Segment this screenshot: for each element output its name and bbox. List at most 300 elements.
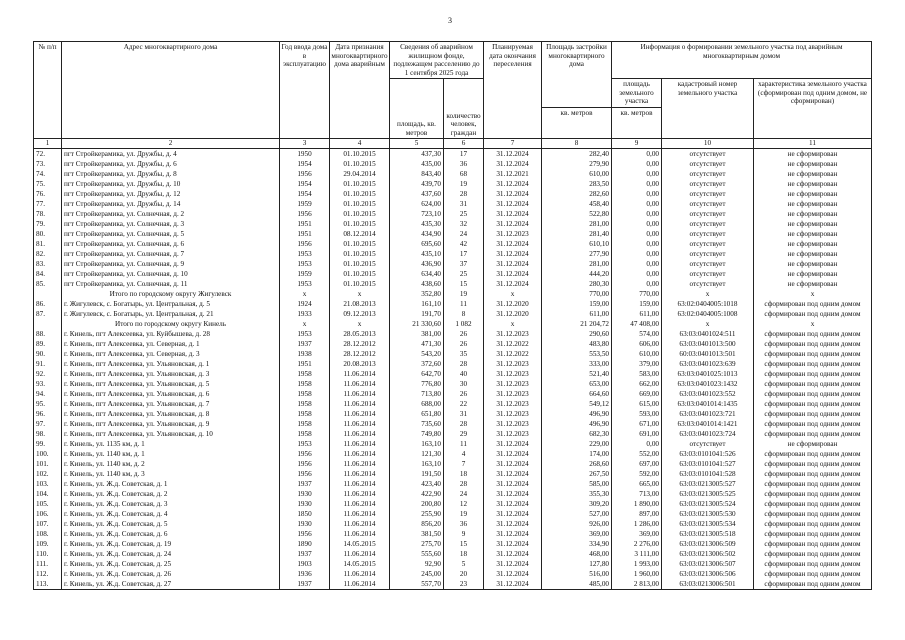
land-status-cell: не сформирован — [754, 209, 872, 219]
people-cell: 19 — [444, 179, 484, 189]
area-cell: 723,10 — [390, 209, 444, 219]
land-status-cell: сформирован под одним домом — [754, 349, 872, 359]
people-cell: 29 — [444, 429, 484, 439]
land-area-cell: 2 813,00 — [612, 579, 662, 590]
built-area-cell: 355,30 — [542, 489, 612, 499]
land-area-cell: 0,00 — [612, 249, 662, 259]
area-cell: 735,60 — [390, 419, 444, 429]
table-row — [34, 349, 872, 359]
date-cell: 08.12.2014 — [330, 229, 390, 239]
cadastral-cell: отсутствует — [662, 269, 754, 279]
land-status-cell: не сформирован — [754, 219, 872, 229]
year-cell: 1958 — [280, 379, 330, 389]
people-cell: 15 — [444, 539, 484, 549]
address-cell: пгт Стройкерамика, ул. Дружбы, д. 10 — [62, 179, 280, 189]
header-fund-people: количество человек, граждан — [444, 79, 484, 139]
table-row — [34, 539, 872, 549]
total-row — [34, 289, 872, 299]
date-cell: 21.08.2013 — [330, 299, 390, 309]
date-cell: 11.06.2014 — [330, 579, 390, 590]
date-cell: 28.12.2012 — [330, 339, 390, 349]
row-number: 77. — [34, 199, 62, 209]
year-cell: 1930 — [280, 489, 330, 499]
address-cell: пгт Стройкерамика, ул. Солнечная, д. 9 — [62, 259, 280, 269]
cadastral-cell: 63:03:0213006:501 — [662, 579, 754, 590]
table-row — [34, 359, 872, 369]
column-number: 4 — [330, 139, 390, 149]
date-cell: 11.06.2014 — [330, 529, 390, 539]
people-cell: 36 — [444, 159, 484, 169]
plan-date-cell: 31.12.2023 — [484, 389, 542, 399]
area-cell: 843,40 — [390, 169, 444, 179]
plan-date-cell: 31.12.2024 — [484, 449, 542, 459]
area-cell: 200,80 — [390, 499, 444, 509]
built-area-cell: 585,00 — [542, 479, 612, 489]
land-area-cell: 691,00 — [612, 429, 662, 439]
page-number: 3 — [448, 16, 452, 25]
area-cell: 437,60 — [390, 189, 444, 199]
row-number: 101. — [34, 459, 62, 469]
date-cell: x — [330, 319, 390, 329]
land-status-cell: сформирован под одним домом — [754, 519, 872, 529]
people-cell: 28 — [444, 419, 484, 429]
plan-date-cell: 31.12.2024 — [484, 209, 542, 219]
area-cell: 688,00 — [390, 399, 444, 409]
cadastral-cell: отсутствует — [662, 439, 754, 449]
row-number — [34, 319, 62, 329]
address-cell: г. Кинель, ул. Ж.д. Советская, д. 2 — [62, 489, 280, 499]
area-cell: 438,60 — [390, 279, 444, 289]
date-cell: 20.08.2013 — [330, 359, 390, 369]
row-number: 87. — [34, 309, 62, 319]
date-cell: 11.06.2014 — [330, 409, 390, 419]
people-cell: 30 — [444, 379, 484, 389]
people-cell: 24 — [444, 489, 484, 499]
people-cell: 11 — [444, 299, 484, 309]
area-cell: 161,10 — [390, 299, 444, 309]
header-built-area: Площадь застройки многоквартирного дома — [542, 42, 612, 108]
table-row — [34, 259, 872, 269]
area-cell: 163,10 — [390, 439, 444, 449]
table-row — [34, 399, 872, 409]
cadastral-cell: отсутствует — [662, 149, 754, 160]
land-area-cell: 552,00 — [612, 449, 662, 459]
land-status-cell: не сформирован — [754, 229, 872, 239]
land-area-cell: 770,00 — [612, 289, 662, 299]
address-cell: пгт Стройкерамика, ул. Солнечная, д. 2 — [62, 209, 280, 219]
address-cell: г. Кинель, ул. Ж.д. Советская, д. 1 — [62, 479, 280, 489]
built-area-cell: 444,20 — [542, 269, 612, 279]
cadastral-cell: отсутствует — [662, 199, 754, 209]
plan-date-cell: 31.12.2024 — [484, 159, 542, 169]
built-area-cell: 127,80 — [542, 559, 612, 569]
date-cell: 28.12.2012 — [330, 349, 390, 359]
area-cell: 245,00 — [390, 569, 444, 579]
row-number: 93. — [34, 379, 62, 389]
built-area-cell: 610,10 — [542, 239, 612, 249]
date-cell: 11.06.2014 — [330, 459, 390, 469]
built-area-cell: 653,00 — [542, 379, 612, 389]
area-cell: 381,50 — [390, 529, 444, 539]
year-cell: 1953 — [280, 439, 330, 449]
year-cell: 1930 — [280, 499, 330, 509]
land-area-cell: 606,00 — [612, 339, 662, 349]
land-status-cell: сформирован под одним домом — [754, 579, 872, 590]
land-status-cell: не сформирован — [754, 249, 872, 259]
built-area-cell: 496,90 — [542, 409, 612, 419]
year-cell: 1953 — [280, 279, 330, 289]
people-cell: 19 — [444, 289, 484, 299]
table-row — [34, 579, 872, 590]
land-status-cell: сформирован под одним домом — [754, 409, 872, 419]
area-cell: 713,80 — [390, 389, 444, 399]
year-cell: 1958 — [280, 409, 330, 419]
header-address: Адрес многоквартирного дома — [62, 42, 280, 139]
year-cell: x — [280, 319, 330, 329]
area-cell: 624,00 — [390, 199, 444, 209]
built-area-cell: 334,90 — [542, 539, 612, 549]
header-land-char: характеристика земельного участка (сформирован под одним домом, не сформирован) — [754, 79, 872, 139]
table-row — [34, 229, 872, 239]
date-cell: 14.05.2015 — [330, 539, 390, 549]
built-area-cell: 468,00 — [542, 549, 612, 559]
row-number: 91. — [34, 359, 62, 369]
address-cell: г. Кинель, ул. Ж.д. Советская, д. 25 — [62, 559, 280, 569]
land-area-cell: 3 111,00 — [612, 549, 662, 559]
year-cell: 1956 — [280, 209, 330, 219]
built-area-cell: 549,12 — [542, 399, 612, 409]
land-area-cell: 2 276,00 — [612, 539, 662, 549]
plan-date-cell: 31.12.2023 — [484, 229, 542, 239]
date-cell: x — [330, 289, 390, 299]
address-cell: г. Кинель, пгт Алексеевка, ул. Ульяновская, д. 10 — [62, 429, 280, 439]
date-cell: 01.10.2015 — [330, 249, 390, 259]
address-cell: г. Кинель, пгт Алексеевка, ул. Ульяновская, д. 3 — [62, 369, 280, 379]
land-area-cell: 0,00 — [612, 219, 662, 229]
area-cell: 435,30 — [390, 219, 444, 229]
date-cell: 11.06.2014 — [330, 439, 390, 449]
date-cell: 01.10.2015 — [330, 209, 390, 219]
land-area-cell: 0,00 — [612, 179, 662, 189]
date-cell: 01.10.2015 — [330, 179, 390, 189]
year-cell: 1903 — [280, 559, 330, 569]
plan-date-cell: 31.12.2024 — [484, 509, 542, 519]
people-cell: 11 — [444, 439, 484, 449]
year-cell: 1956 — [280, 529, 330, 539]
people-cell: 28 — [444, 479, 484, 489]
area-cell: 191,50 — [390, 469, 444, 479]
address-cell: г. Кинель, ул. Ж.д. Советская, д. 3 — [62, 499, 280, 509]
people-cell: 22 — [444, 399, 484, 409]
address-cell: пгт Стройкерамика, ул. Солнечная, д. 3 — [62, 219, 280, 229]
built-area-cell: 333,00 — [542, 359, 612, 369]
land-area-cell: 1 286,00 — [612, 519, 662, 529]
cadastral-cell: отсутствует — [662, 159, 754, 169]
land-status-cell: сформирован под одним домом — [754, 459, 872, 469]
header-land-area-unit: кв. метров — [612, 108, 662, 139]
land-area-cell: 0,00 — [612, 199, 662, 209]
row-number: 110. — [34, 549, 62, 559]
row-number: 75. — [34, 179, 62, 189]
built-area-cell: 496,90 — [542, 419, 612, 429]
people-cell: 1 082 — [444, 319, 484, 329]
built-area-cell: 283,50 — [542, 179, 612, 189]
built-area-cell: 611,00 — [542, 309, 612, 319]
year-cell: 1956 — [280, 449, 330, 459]
area-cell: 121,30 — [390, 449, 444, 459]
row-number: 73. — [34, 159, 62, 169]
plan-date-cell: 31.12.2024 — [484, 189, 542, 199]
land-status-cell: не сформирован — [754, 199, 872, 209]
land-status-cell: сформирован под одним домом — [754, 339, 872, 349]
land-status-cell: сформирован под одним домом — [754, 369, 872, 379]
built-area-cell: 926,00 — [542, 519, 612, 529]
area-cell: 471,30 — [390, 339, 444, 349]
built-area-cell: 21 204,72 — [542, 319, 612, 329]
header-planned-end: Планируемая дата окончания переселения — [484, 42, 542, 139]
date-cell: 09.12.2013 — [330, 309, 390, 319]
built-area-cell: 279,90 — [542, 159, 612, 169]
people-cell: 15 — [444, 279, 484, 289]
year-cell: 1954 — [280, 189, 330, 199]
row-number: 72. — [34, 149, 62, 160]
cadastral-cell: 63:03:0401023:724 — [662, 429, 754, 439]
land-status-cell: не сформирован — [754, 149, 872, 160]
area-cell: 695,60 — [390, 239, 444, 249]
area-cell: 163,10 — [390, 459, 444, 469]
land-area-cell: 1 993,00 — [612, 559, 662, 569]
built-area-cell: 159,00 — [542, 299, 612, 309]
area-cell: 555,60 — [390, 549, 444, 559]
plan-date-cell: x — [484, 319, 542, 329]
table-row — [34, 569, 872, 579]
address-cell: г. Кинель, ул. Ж.д. Советская, д. 26 — [62, 569, 280, 579]
area-cell: 191,70 — [390, 309, 444, 319]
row-number: 96. — [34, 409, 62, 419]
cadastral-cell: отсутствует — [662, 239, 754, 249]
table-row — [34, 189, 872, 199]
land-area-cell: 0,00 — [612, 229, 662, 239]
year-cell: 1956 — [280, 469, 330, 479]
table-row — [34, 409, 872, 419]
address-cell: г. Кинель, ул. Ж.д. Советская, д. 4 — [62, 509, 280, 519]
built-area-cell: 282,40 — [542, 149, 612, 160]
row-number: 89. — [34, 339, 62, 349]
row-number: 98. — [34, 429, 62, 439]
table-row — [34, 269, 872, 279]
land-area-cell: 0,00 — [612, 149, 662, 160]
row-number: 106. — [34, 509, 62, 519]
land-area-cell: 0,00 — [612, 159, 662, 169]
people-cell: 9 — [444, 529, 484, 539]
address-cell: г. Кинель, ул. Ж.д. Советская, д. 19 — [62, 539, 280, 549]
header-fund-info: Сведения об аварийном жилищном фонде, подлежащем расселению до 1 сентября 2025 года — [390, 42, 484, 79]
land-status-cell: сформирован под одним домом — [754, 359, 872, 369]
cadastral-cell: 63:03:0213006:507 — [662, 559, 754, 569]
header-fund-area: площадь, кв. метров — [390, 79, 444, 139]
built-area-cell: 280,30 — [542, 279, 612, 289]
column-number: 6 — [444, 139, 484, 149]
row-number: 90. — [34, 349, 62, 359]
land-status-cell: сформирован под одним домом — [754, 529, 872, 539]
plan-date-cell: 31.12.2024 — [484, 569, 542, 579]
people-cell: 26 — [444, 339, 484, 349]
row-number: 78. — [34, 209, 62, 219]
table-row — [34, 429, 872, 439]
built-area-cell: 281,00 — [542, 259, 612, 269]
table-row — [34, 159, 872, 169]
cadastral-cell: 63:03:0213005:525 — [662, 489, 754, 499]
built-area-cell: 521,40 — [542, 369, 612, 379]
table-row — [34, 179, 872, 189]
table-row — [34, 239, 872, 249]
column-number: 9 — [612, 139, 662, 149]
cadastral-cell: отсутствует — [662, 229, 754, 239]
row-number: 112. — [34, 569, 62, 579]
table-row — [34, 389, 872, 399]
table-row — [34, 509, 872, 519]
area-cell: 651,80 — [390, 409, 444, 419]
people-cell: 31 — [444, 199, 484, 209]
address-cell: г. Кинель, ул. Ж.д. Советская, д. 5 — [62, 519, 280, 529]
cadastral-cell: 63:03:0213005:534 — [662, 519, 754, 529]
row-number: 102. — [34, 469, 62, 479]
built-area-cell: 267,50 — [542, 469, 612, 479]
plan-date-cell: 31.12.2024 — [484, 499, 542, 509]
built-area-cell: 770,00 — [542, 289, 612, 299]
row-number: 84. — [34, 269, 62, 279]
column-number: 5 — [390, 139, 444, 149]
row-number: 88. — [34, 329, 62, 339]
land-status-cell: не сформирован — [754, 189, 872, 199]
row-number: 111. — [34, 559, 62, 569]
year-cell: 1953 — [280, 249, 330, 259]
area-cell: 435,00 — [390, 159, 444, 169]
date-cell: 11.06.2014 — [330, 429, 390, 439]
row-number: 86. — [34, 299, 62, 309]
row-number: 85. — [34, 279, 62, 289]
cadastral-cell: 63:03:0101041:528 — [662, 469, 754, 479]
built-area-cell: 290,60 — [542, 329, 612, 339]
date-cell: 01.10.2015 — [330, 159, 390, 169]
people-cell: 18 — [444, 549, 484, 559]
area-cell: 642,70 — [390, 369, 444, 379]
area-cell: 856,20 — [390, 519, 444, 529]
land-status-cell: сформирован под одним домом — [754, 539, 872, 549]
row-number: 80. — [34, 229, 62, 239]
row-number: 79. — [34, 219, 62, 229]
date-cell: 01.10.2015 — [330, 279, 390, 289]
date-cell: 01.10.2015 — [330, 239, 390, 249]
table-row — [34, 309, 872, 319]
people-cell: 28 — [444, 359, 484, 369]
plan-date-cell: 31.12.2024 — [484, 199, 542, 209]
people-cell: 5 — [444, 559, 484, 569]
cadastral-cell: 63:03:0401023:1432 — [662, 379, 754, 389]
address-cell: Итого по городскому округу Жигулевск — [62, 289, 280, 299]
cadastral-cell: 63:03:0401014:1435 — [662, 399, 754, 409]
built-area-cell: 277,90 — [542, 249, 612, 259]
row-number: 107. — [34, 519, 62, 529]
cadastral-cell: 63:03:0401024:511 — [662, 329, 754, 339]
date-cell: 29.04.2014 — [330, 169, 390, 179]
address-cell: пгт Стройкерамика, ул. Солнечная, д. 11 — [62, 279, 280, 289]
cadastral-cell: 63:03:0213005:527 — [662, 479, 754, 489]
table-row — [34, 419, 872, 429]
address-cell: пгт Стройкерамика, ул. Дружбы, д. 14 — [62, 199, 280, 209]
year-cell: 1850 — [280, 509, 330, 519]
built-area-cell: 485,00 — [542, 579, 612, 590]
plan-date-cell: 31.12.2023 — [484, 409, 542, 419]
address-cell: г. Кинель, пгт Алексеевка, ул. Ульяновская, д. 8 — [62, 409, 280, 419]
row-number: 108. — [34, 529, 62, 539]
table-row — [34, 529, 872, 539]
table-row — [34, 279, 872, 289]
built-area-cell: 309,20 — [542, 499, 612, 509]
cadastral-cell: 63:03:0401014:1421 — [662, 419, 754, 429]
plan-date-cell: 31.12.2023 — [484, 379, 542, 389]
plan-date-cell: 31.12.2023 — [484, 359, 542, 369]
land-status-cell: сформирован под одним домом — [754, 489, 872, 499]
date-cell: 14.05.2015 — [330, 559, 390, 569]
plan-date-cell: x — [484, 289, 542, 299]
year-cell: 1937 — [280, 549, 330, 559]
date-cell: 11.06.2014 — [330, 389, 390, 399]
cadastral-cell: отсутствует — [662, 279, 754, 289]
land-area-cell: 0,00 — [612, 239, 662, 249]
year-cell: 1938 — [280, 349, 330, 359]
table-row — [34, 329, 872, 339]
column-number: 10 — [662, 139, 754, 149]
land-status-cell: сформирован под одним домом — [754, 399, 872, 409]
housing-register-table — [33, 41, 872, 590]
date-cell: 11.06.2014 — [330, 379, 390, 389]
cadastral-cell: 63:03:0213006:502 — [662, 549, 754, 559]
year-cell: 1956 — [280, 459, 330, 469]
address-cell: пгт Стройкерамика, ул. Дружбы, д. 12 — [62, 189, 280, 199]
area-cell: 439,70 — [390, 179, 444, 189]
land-area-cell: 662,00 — [612, 379, 662, 389]
header-year-built: Год ввода дома в эксплуатацию — [280, 42, 330, 139]
row-number: 109. — [34, 539, 62, 549]
address-cell: г. Кинель, пгт Алексеевка, ул. Ульяновская, д. 7 — [62, 399, 280, 409]
area-cell: 372,60 — [390, 359, 444, 369]
table-row — [34, 519, 872, 529]
plan-date-cell: 31.12.2020 — [484, 309, 542, 319]
area-cell: 255,90 — [390, 509, 444, 519]
people-cell: 25 — [444, 209, 484, 219]
area-cell: 275,70 — [390, 539, 444, 549]
year-cell: 1950 — [280, 149, 330, 160]
plan-date-cell: 31.12.2024 — [484, 469, 542, 479]
plan-date-cell: 31.12.2024 — [484, 559, 542, 569]
people-cell: 40 — [444, 369, 484, 379]
built-area-cell: 458,40 — [542, 199, 612, 209]
year-cell: 1951 — [280, 219, 330, 229]
address-cell: г. Кинель, пгт Алексеевка, ул. Ульяновская, д. 9 — [62, 419, 280, 429]
table-row — [34, 479, 872, 489]
land-area-cell: 0,00 — [612, 259, 662, 269]
built-area-cell: 174,00 — [542, 449, 612, 459]
land-area-cell: 610,00 — [612, 349, 662, 359]
cadastral-cell: x — [662, 289, 754, 299]
date-cell: 01.10.2015 — [330, 199, 390, 209]
column-number: 3 — [280, 139, 330, 149]
people-cell: 17 — [444, 249, 484, 259]
area-cell: 423,40 — [390, 479, 444, 489]
row-number: 103. — [34, 479, 62, 489]
row-number: 104. — [34, 489, 62, 499]
